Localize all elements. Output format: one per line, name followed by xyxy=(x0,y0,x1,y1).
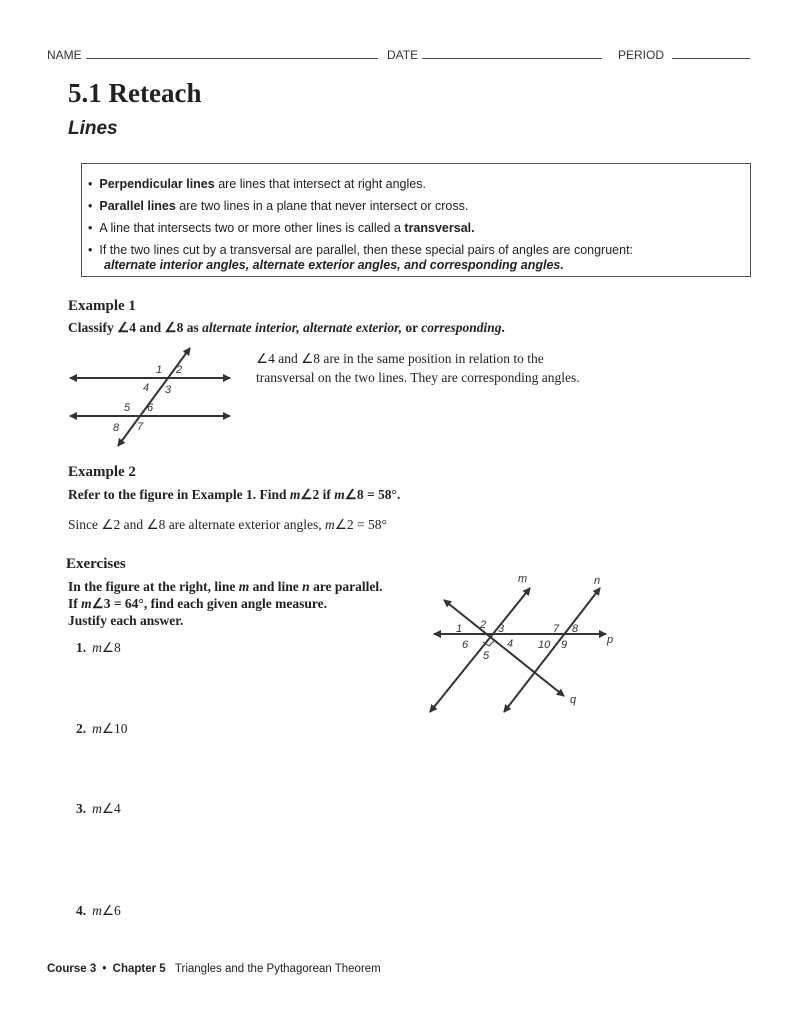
ex-angle-7: 7 xyxy=(553,623,560,635)
ex-angle-4: 4 xyxy=(507,638,514,650)
angle-label-2: 2 xyxy=(176,364,183,376)
exercise-item-4: 4. m∠6 xyxy=(76,903,121,918)
footer-bullet: • xyxy=(102,963,107,975)
angle-label-7: 7 xyxy=(137,421,144,433)
example1-heading: Example 1 xyxy=(68,298,136,314)
angle-label-8: 8 xyxy=(113,422,120,434)
ex-angle-2: 2 xyxy=(480,619,487,631)
angle-label-3: 3 xyxy=(165,384,172,396)
ex-angle-8: 8 xyxy=(572,623,579,635)
period-blank[interactable] xyxy=(672,46,750,59)
ex-angle-1: 1 xyxy=(456,623,463,635)
exercise-item-2: 2. m∠10 xyxy=(76,721,128,736)
transversal-line xyxy=(118,348,190,446)
example2-answer: Since ∠2 and ∠8 are alternate exterior angles, m∠2 = 58° xyxy=(68,517,387,532)
angle-label-1: 1 xyxy=(156,364,163,376)
example1-figure xyxy=(60,344,240,450)
ex-angle-6: 6 xyxy=(462,639,469,651)
page-subtitle: Lines xyxy=(68,118,118,139)
line-n xyxy=(504,588,600,712)
line-label-p: p xyxy=(607,634,614,646)
concept-parallel: • Parallel lines are two lines in a plane that never intersect or cross. xyxy=(88,195,750,217)
name-label: NAME xyxy=(47,48,82,62)
key-concepts-box xyxy=(81,163,751,277)
date-blank[interactable] xyxy=(422,46,602,59)
period-label: PERIOD xyxy=(618,48,665,62)
ex-angle-5: 5 xyxy=(483,650,490,662)
ex-angle-9: 9 xyxy=(561,639,568,651)
exercises-figure xyxy=(420,570,630,720)
line-label-n: n xyxy=(594,575,601,587)
angle-label-4: 4 xyxy=(143,382,150,394)
footer-course: Course 3 xyxy=(47,963,97,975)
date-label: DATE xyxy=(387,48,419,62)
page-title: 5.1 Reteach xyxy=(68,78,202,108)
line-m xyxy=(430,588,530,712)
ex-angle-3: 3 xyxy=(498,623,505,635)
exercises-instructions: In the figure at the right, line m and line n are parallel. If m∠3 = 64°, find each given angle measure. Justify each answer. xyxy=(68,579,383,628)
exercise-item-3: 3. m∠4 xyxy=(76,801,121,816)
exercises-heading: Exercises xyxy=(66,556,126,572)
exercise-item-1: 1. m∠8 xyxy=(76,640,121,655)
footer-chapter: Chapter 5 xyxy=(112,963,166,975)
line-label-m: m xyxy=(518,573,528,585)
page-footer xyxy=(47,963,381,975)
example1-answer: ∠4 and ∠8 are in the same position in relation to the transversal on the two lines. They are corresponding angles. xyxy=(256,351,580,385)
concept-perpendicular: • Perpendicular lines are lines that intersect at right angles. xyxy=(88,173,750,195)
example2-heading: Example 2 xyxy=(68,464,136,480)
header-date xyxy=(387,46,602,62)
angle-label-6: 6 xyxy=(147,402,154,414)
line-label-q: q xyxy=(570,694,577,706)
example1-prompt: Classify ∠4 and ∠8 as alternate interior, alternate exterior, or corresponding. xyxy=(68,320,505,335)
header-name xyxy=(47,46,378,62)
concept-transversal: • A line that intersects two or more other lines is called a transversal. xyxy=(88,217,750,239)
name-blank[interactable] xyxy=(86,46,378,59)
footer-topic: Triangles and the Pythagorean Theorem xyxy=(174,963,381,975)
concept-congruent-pairs: • If the two lines cut by a transversal are parallel, then these special pairs of angles are congruent: alternate interior angles, alternate exterior angles, and corresponding angles. xyxy=(88,239,750,272)
ex-angle-10: 10 xyxy=(538,639,551,651)
header-period xyxy=(618,46,750,62)
example2-prompt: Refer to the figure in Example 1. Find m∠2 if m∠8 = 58°. xyxy=(68,487,401,502)
angle-label-5: 5 xyxy=(124,402,131,414)
